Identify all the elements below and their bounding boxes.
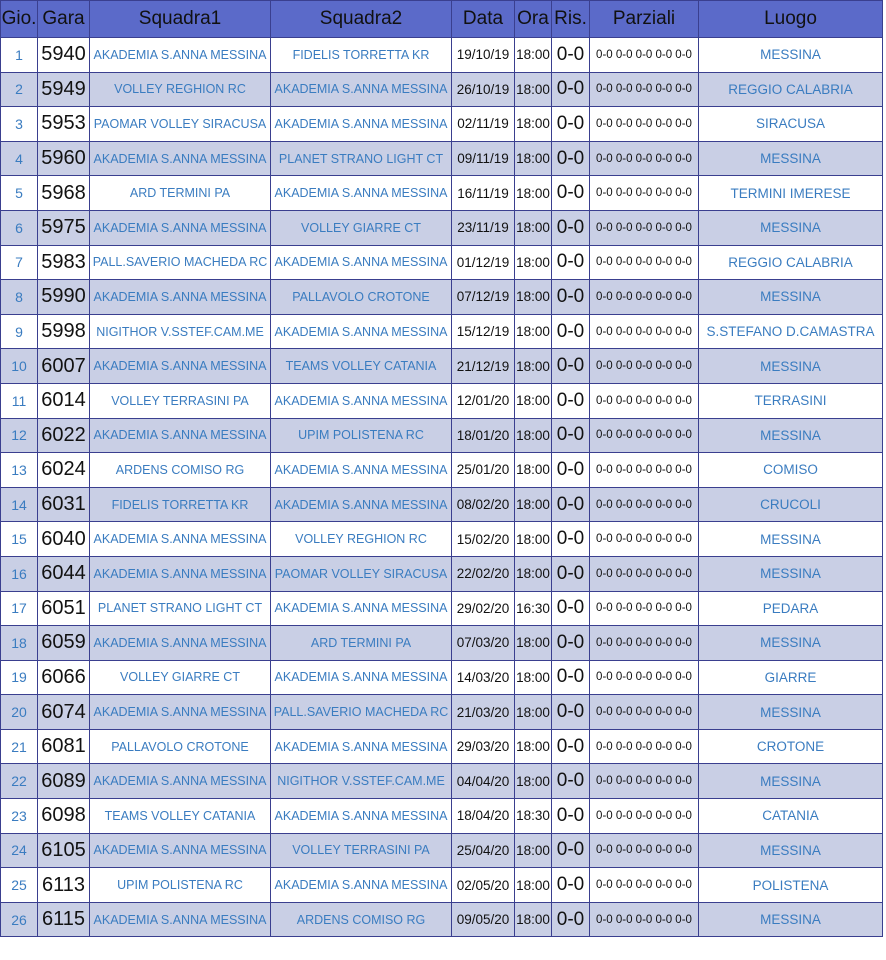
date-cell: 21/03/20 <box>452 695 515 730</box>
gio-cell: 10 <box>1 349 38 384</box>
team1-link[interactable]: FIDELIS TORRETTA KR <box>90 487 271 522</box>
time-cell: 18:00 <box>515 660 552 695</box>
gio-cell: 9 <box>1 314 38 349</box>
partials-cell: 0-0 0-0 0-0 0-0 0-0 <box>590 418 699 453</box>
date-cell: 23/11/19 <box>452 210 515 245</box>
partials-cell: 0-0 0-0 0-0 0-0 0-0 <box>590 383 699 418</box>
team2-link[interactable]: AKADEMIA S.ANNA MESSINA <box>271 245 452 280</box>
result-cell: 0-0 <box>552 591 590 626</box>
gio-cell: 14 <box>1 487 38 522</box>
time-cell: 18:00 <box>515 141 552 176</box>
table-row <box>1 556 883 591</box>
date-cell: 15/02/20 <box>452 522 515 557</box>
result-cell: 0-0 <box>552 868 590 903</box>
partials-cell: 0-0 0-0 0-0 0-0 0-0 <box>590 210 699 245</box>
partials-cell: 0-0 0-0 0-0 0-0 0-0 <box>590 453 699 488</box>
venue-link[interactable]: CRUCOLI <box>699 487 883 522</box>
result-cell: 0-0 <box>552 210 590 245</box>
match-number-cell: 5975 <box>38 210 90 245</box>
venue-link[interactable]: MESSINA <box>699 833 883 868</box>
partials-cell: 0-0 0-0 0-0 0-0 0-0 <box>590 556 699 591</box>
gio-cell: 21 <box>1 729 38 764</box>
time-cell: 18:00 <box>515 314 552 349</box>
partials-cell: 0-0 0-0 0-0 0-0 0-0 <box>590 314 699 349</box>
header-parziali: Parziali <box>590 1 699 38</box>
team1-link[interactable]: AKADEMIA S.ANNA MESSINA <box>90 38 271 73</box>
match-number-cell: 6066 <box>38 660 90 695</box>
team2-link[interactable]: UPIM POLISTENA RC <box>271 418 452 453</box>
match-number-cell: 5953 <box>38 107 90 142</box>
table-row <box>1 487 883 522</box>
table-row <box>1 799 883 834</box>
result-cell: 0-0 <box>552 72 590 107</box>
team1-link[interactable]: AKADEMIA S.ANNA MESSINA <box>90 418 271 453</box>
team2-link[interactable]: VOLLEY GIARRE CT <box>271 210 452 245</box>
venue-link[interactable]: CATANIA <box>699 799 883 834</box>
partials-cell: 0-0 0-0 0-0 0-0 0-0 <box>590 487 699 522</box>
team2-link[interactable]: AKADEMIA S.ANNA MESSINA <box>271 868 452 903</box>
result-cell: 0-0 <box>552 764 590 799</box>
gio-cell: 18 <box>1 626 38 661</box>
date-cell: 18/01/20 <box>452 418 515 453</box>
partials-cell: 0-0 0-0 0-0 0-0 0-0 <box>590 695 699 730</box>
match-number-cell: 6051 <box>38 591 90 626</box>
time-cell: 18:00 <box>515 902 552 937</box>
table-row <box>1 141 883 176</box>
team1-link[interactable]: AKADEMIA S.ANNA MESSINA <box>90 626 271 661</box>
time-cell: 18:00 <box>515 626 552 661</box>
partials-cell: 0-0 0-0 0-0 0-0 0-0 <box>590 764 699 799</box>
result-cell: 0-0 <box>552 799 590 834</box>
venue-link[interactable]: TERMINI IMERESE <box>699 176 883 211</box>
team1-link[interactable]: PLANET STRANO LIGHT CT <box>90 591 271 626</box>
gio-cell: 22 <box>1 764 38 799</box>
match-number-cell: 5940 <box>38 38 90 73</box>
team1-link[interactable]: AKADEMIA S.ANNA MESSINA <box>90 210 271 245</box>
gio-cell: 4 <box>1 141 38 176</box>
match-number-cell: 5998 <box>38 314 90 349</box>
match-number-cell: 6089 <box>38 764 90 799</box>
date-cell: 22/02/20 <box>452 556 515 591</box>
team2-link[interactable]: ARDENS COMISO RG <box>271 902 452 937</box>
date-cell: 25/04/20 <box>452 833 515 868</box>
venue-link[interactable]: SIRACUSA <box>699 107 883 142</box>
date-cell: 15/12/19 <box>452 314 515 349</box>
table-row <box>1 210 883 245</box>
team1-link[interactable]: ARD TERMINI PA <box>90 176 271 211</box>
time-cell: 18:00 <box>515 764 552 799</box>
match-number-cell: 6074 <box>38 695 90 730</box>
date-cell: 16/11/19 <box>452 176 515 211</box>
team1-link[interactable]: TEAMS VOLLEY CATANIA <box>90 799 271 834</box>
venue-link[interactable]: PEDARA <box>699 591 883 626</box>
table-row <box>1 453 883 488</box>
team2-link[interactable]: PALLAVOLO CROTONE <box>271 280 452 315</box>
time-cell: 18:00 <box>515 453 552 488</box>
venue-link[interactable]: MESSINA <box>699 695 883 730</box>
team2-link[interactable]: AKADEMIA S.ANNA MESSINA <box>271 72 452 107</box>
match-number-cell: 6024 <box>38 453 90 488</box>
partials-cell: 0-0 0-0 0-0 0-0 0-0 <box>590 245 699 280</box>
header-gara: Gara <box>38 1 90 38</box>
date-cell: 21/12/19 <box>452 349 515 384</box>
table-row <box>1 314 883 349</box>
venue-link[interactable]: GIARRE <box>699 660 883 695</box>
result-cell: 0-0 <box>552 626 590 661</box>
header-squadra1: Squadra1 <box>90 1 271 38</box>
date-cell: 07/03/20 <box>452 626 515 661</box>
team2-link[interactable]: AKADEMIA S.ANNA MESSINA <box>271 591 452 626</box>
team2-link[interactable]: AKADEMIA S.ANNA MESSINA <box>271 799 452 834</box>
gio-cell: 8 <box>1 280 38 315</box>
table-row <box>1 38 883 73</box>
table-row <box>1 833 883 868</box>
date-cell: 14/03/20 <box>452 660 515 695</box>
gio-cell: 16 <box>1 556 38 591</box>
table-row <box>1 72 883 107</box>
partials-cell: 0-0 0-0 0-0 0-0 0-0 <box>590 107 699 142</box>
team1-link[interactable]: NIGITHOR V.SSTEF.CAM.ME <box>90 314 271 349</box>
table-row <box>1 591 883 626</box>
gio-cell: 17 <box>1 591 38 626</box>
team2-link[interactable]: AKADEMIA S.ANNA MESSINA <box>271 383 452 418</box>
gio-cell: 6 <box>1 210 38 245</box>
result-cell: 0-0 <box>552 38 590 73</box>
table-row <box>1 107 883 142</box>
header-luogo: Luogo <box>699 1 883 38</box>
team2-link[interactable]: NIGITHOR V.SSTEF.CAM.ME <box>271 764 452 799</box>
time-cell: 18:00 <box>515 383 552 418</box>
date-cell: 09/05/20 <box>452 902 515 937</box>
venue-link[interactable]: S.STEFANO D.CAMASTRA <box>699 314 883 349</box>
date-cell: 29/02/20 <box>452 591 515 626</box>
partials-cell: 0-0 0-0 0-0 0-0 0-0 <box>590 868 699 903</box>
time-cell: 18:00 <box>515 349 552 384</box>
partials-cell: 0-0 0-0 0-0 0-0 0-0 <box>590 38 699 73</box>
result-cell: 0-0 <box>552 453 590 488</box>
time-cell: 18:00 <box>515 245 552 280</box>
match-number-cell: 6081 <box>38 729 90 764</box>
result-cell: 0-0 <box>552 176 590 211</box>
partials-cell: 0-0 0-0 0-0 0-0 0-0 <box>590 799 699 834</box>
time-cell: 18:00 <box>515 833 552 868</box>
partials-cell: 0-0 0-0 0-0 0-0 0-0 <box>590 591 699 626</box>
time-cell: 18:00 <box>515 487 552 522</box>
team2-link[interactable]: VOLLEY TERRASINI PA <box>271 833 452 868</box>
team2-link[interactable]: VOLLEY REGHION RC <box>271 522 452 557</box>
gio-cell: 15 <box>1 522 38 557</box>
time-cell: 18:00 <box>515 729 552 764</box>
venue-link[interactable]: TERRASINI <box>699 383 883 418</box>
venue-link[interactable]: MESSINA <box>699 418 883 453</box>
team1-link[interactable]: PALL.SAVERIO MACHEDA RC <box>90 245 271 280</box>
team2-link[interactable]: PALL.SAVERIO MACHEDA RC <box>271 695 452 730</box>
date-cell: 12/01/20 <box>452 383 515 418</box>
result-cell: 0-0 <box>552 833 590 868</box>
result-cell: 0-0 <box>552 141 590 176</box>
time-cell: 18:00 <box>515 72 552 107</box>
table-row <box>1 418 883 453</box>
result-cell: 0-0 <box>552 556 590 591</box>
gio-cell: 1 <box>1 38 38 73</box>
team2-link[interactable]: PLANET STRANO LIGHT CT <box>271 141 452 176</box>
date-cell: 25/01/20 <box>452 453 515 488</box>
date-cell: 19/10/19 <box>452 38 515 73</box>
result-cell: 0-0 <box>552 245 590 280</box>
table-row <box>1 522 883 557</box>
time-cell: 16:30 <box>515 591 552 626</box>
date-cell: 09/11/19 <box>452 141 515 176</box>
table-row <box>1 349 883 384</box>
header-row <box>1 1 883 38</box>
partials-cell: 0-0 0-0 0-0 0-0 0-0 <box>590 176 699 211</box>
team1-link[interactable]: AKADEMIA S.ANNA MESSINA <box>90 280 271 315</box>
result-cell: 0-0 <box>552 522 590 557</box>
table-row <box>1 729 883 764</box>
result-cell: 0-0 <box>552 902 590 937</box>
date-cell: 29/03/20 <box>452 729 515 764</box>
gio-cell: 23 <box>1 799 38 834</box>
time-cell: 18:00 <box>515 695 552 730</box>
venue-link[interactable]: MESSINA <box>699 626 883 661</box>
gio-cell: 20 <box>1 695 38 730</box>
venue-link[interactable]: MESSINA <box>699 38 883 73</box>
team2-link[interactable]: AKADEMIA S.ANNA MESSINA <box>271 176 452 211</box>
venue-link[interactable]: MESSINA <box>699 280 883 315</box>
venue-link[interactable]: MESSINA <box>699 210 883 245</box>
table-row <box>1 626 883 661</box>
venue-link[interactable]: REGGIO CALABRIA <box>699 72 883 107</box>
header-data: Data <box>452 1 515 38</box>
table-row <box>1 245 883 280</box>
date-cell: 01/12/19 <box>452 245 515 280</box>
gio-cell: 26 <box>1 902 38 937</box>
header-ora: Ora <box>515 1 552 38</box>
team2-link[interactable]: FIDELIS TORRETTA KR <box>271 38 452 73</box>
date-cell: 04/04/20 <box>452 764 515 799</box>
venue-link[interactable]: MESSINA <box>699 764 883 799</box>
match-number-cell: 6044 <box>38 556 90 591</box>
gio-cell: 13 <box>1 453 38 488</box>
team1-link[interactable]: AKADEMIA S.ANNA MESSINA <box>90 556 271 591</box>
team1-link[interactable]: PAOMAR VOLLEY SIRACUSA <box>90 107 271 142</box>
partials-cell: 0-0 0-0 0-0 0-0 0-0 <box>590 522 699 557</box>
time-cell: 18:00 <box>515 107 552 142</box>
date-cell: 08/02/20 <box>452 487 515 522</box>
result-cell: 0-0 <box>552 314 590 349</box>
team2-link[interactable]: AKADEMIA S.ANNA MESSINA <box>271 729 452 764</box>
header-gio: Gio. <box>1 1 38 38</box>
team1-link[interactable]: VOLLEY TERRASINI PA <box>90 383 271 418</box>
team2-link[interactable]: AKADEMIA S.ANNA MESSINA <box>271 314 452 349</box>
partials-cell: 0-0 0-0 0-0 0-0 0-0 <box>590 626 699 661</box>
match-number-cell: 6115 <box>38 902 90 937</box>
date-cell: 02/05/20 <box>452 868 515 903</box>
time-cell: 18:00 <box>515 210 552 245</box>
team1-link[interactable]: AKADEMIA S.ANNA MESSINA <box>90 349 271 384</box>
partials-cell: 0-0 0-0 0-0 0-0 0-0 <box>590 833 699 868</box>
table-row <box>1 902 883 937</box>
table-row <box>1 868 883 903</box>
table-row <box>1 764 883 799</box>
result-cell: 0-0 <box>552 487 590 522</box>
match-number-cell: 5960 <box>38 141 90 176</box>
gio-cell: 12 <box>1 418 38 453</box>
result-cell: 0-0 <box>552 729 590 764</box>
venue-link[interactable]: REGGIO CALABRIA <box>699 245 883 280</box>
team1-link[interactable]: ARDENS COMISO RG <box>90 453 271 488</box>
venue-link[interactable]: MESSINA <box>699 349 883 384</box>
match-number-cell: 6022 <box>38 418 90 453</box>
match-number-cell: 5968 <box>38 176 90 211</box>
gio-cell: 2 <box>1 72 38 107</box>
date-cell: 07/12/19 <box>452 280 515 315</box>
partials-cell: 0-0 0-0 0-0 0-0 0-0 <box>590 72 699 107</box>
time-cell: 18:00 <box>515 556 552 591</box>
result-cell: 0-0 <box>552 383 590 418</box>
team2-link[interactable]: AKADEMIA S.ANNA MESSINA <box>271 487 452 522</box>
result-cell: 0-0 <box>552 280 590 315</box>
gio-cell: 11 <box>1 383 38 418</box>
team1-link[interactable]: AKADEMIA S.ANNA MESSINA <box>90 695 271 730</box>
team1-link[interactable]: AKADEMIA S.ANNA MESSINA <box>90 141 271 176</box>
venue-link[interactable]: POLISTENA <box>699 868 883 903</box>
team1-link[interactable]: PALLAVOLO CROTONE <box>90 729 271 764</box>
match-number-cell: 6007 <box>38 349 90 384</box>
match-number-cell: 6014 <box>38 383 90 418</box>
match-number-cell: 5990 <box>38 280 90 315</box>
result-cell: 0-0 <box>552 349 590 384</box>
partials-cell: 0-0 0-0 0-0 0-0 0-0 <box>590 280 699 315</box>
time-cell: 18:00 <box>515 522 552 557</box>
team1-link[interactable]: AKADEMIA S.ANNA MESSINA <box>90 902 271 937</box>
partials-cell: 0-0 0-0 0-0 0-0 0-0 <box>590 902 699 937</box>
team1-link[interactable]: VOLLEY REGHION RC <box>90 72 271 107</box>
gio-cell: 7 <box>1 245 38 280</box>
team2-link[interactable]: AKADEMIA S.ANNA MESSINA <box>271 453 452 488</box>
time-cell: 18:30 <box>515 799 552 834</box>
team2-link[interactable]: AKADEMIA S.ANNA MESSINA <box>271 107 452 142</box>
match-number-cell: 6105 <box>38 833 90 868</box>
team1-link[interactable]: AKADEMIA S.ANNA MESSINA <box>90 522 271 557</box>
team2-link[interactable]: ARD TERMINI PA <box>271 626 452 661</box>
gio-cell: 3 <box>1 107 38 142</box>
time-cell: 18:00 <box>515 176 552 211</box>
schedule-body <box>1 38 883 937</box>
result-cell: 0-0 <box>552 695 590 730</box>
team1-link[interactable]: AKADEMIA S.ANNA MESSINA <box>90 833 271 868</box>
venue-link[interactable]: MESSINA <box>699 522 883 557</box>
gio-cell: 19 <box>1 660 38 695</box>
date-cell: 18/04/20 <box>452 799 515 834</box>
match-number-cell: 6040 <box>38 522 90 557</box>
result-cell: 0-0 <box>552 107 590 142</box>
gio-cell: 25 <box>1 868 38 903</box>
time-cell: 18:00 <box>515 38 552 73</box>
partials-cell: 0-0 0-0 0-0 0-0 0-0 <box>590 141 699 176</box>
partials-cell: 0-0 0-0 0-0 0-0 0-0 <box>590 660 699 695</box>
table-row <box>1 695 883 730</box>
venue-link[interactable]: MESSINA <box>699 556 883 591</box>
team1-link[interactable]: UPIM POLISTENA RC <box>90 868 271 903</box>
time-cell: 18:00 <box>515 418 552 453</box>
table-row <box>1 280 883 315</box>
date-cell: 26/10/19 <box>452 72 515 107</box>
match-number-cell: 6098 <box>38 799 90 834</box>
venue-link[interactable]: COMISO <box>699 453 883 488</box>
result-cell: 0-0 <box>552 418 590 453</box>
gio-cell: 24 <box>1 833 38 868</box>
venue-link[interactable]: CROTONE <box>699 729 883 764</box>
team2-link[interactable]: PAOMAR VOLLEY SIRACUSA <box>271 556 452 591</box>
venue-link[interactable]: MESSINA <box>699 141 883 176</box>
match-number-cell: 6113 <box>38 868 90 903</box>
match-number-cell: 6031 <box>38 487 90 522</box>
date-cell: 02/11/19 <box>452 107 515 142</box>
result-cell: 0-0 <box>552 660 590 695</box>
team2-link[interactable]: TEAMS VOLLEY CATANIA <box>271 349 452 384</box>
team2-link[interactable]: AKADEMIA S.ANNA MESSINA <box>271 660 452 695</box>
table-row <box>1 383 883 418</box>
time-cell: 18:00 <box>515 868 552 903</box>
match-number-cell: 5983 <box>38 245 90 280</box>
venue-link[interactable]: MESSINA <box>699 902 883 937</box>
match-number-cell: 6059 <box>38 626 90 661</box>
table-row <box>1 176 883 211</box>
match-number-cell: 5949 <box>38 72 90 107</box>
partials-cell: 0-0 0-0 0-0 0-0 0-0 <box>590 729 699 764</box>
partials-cell: 0-0 0-0 0-0 0-0 0-0 <box>590 349 699 384</box>
header-squadra2: Squadra2 <box>271 1 452 38</box>
team1-link[interactable]: VOLLEY GIARRE CT <box>90 660 271 695</box>
team1-link[interactable]: AKADEMIA S.ANNA MESSINA <box>90 764 271 799</box>
time-cell: 18:00 <box>515 280 552 315</box>
gio-cell: 5 <box>1 176 38 211</box>
header-ris: Ris. <box>552 1 590 38</box>
table-row <box>1 660 883 695</box>
